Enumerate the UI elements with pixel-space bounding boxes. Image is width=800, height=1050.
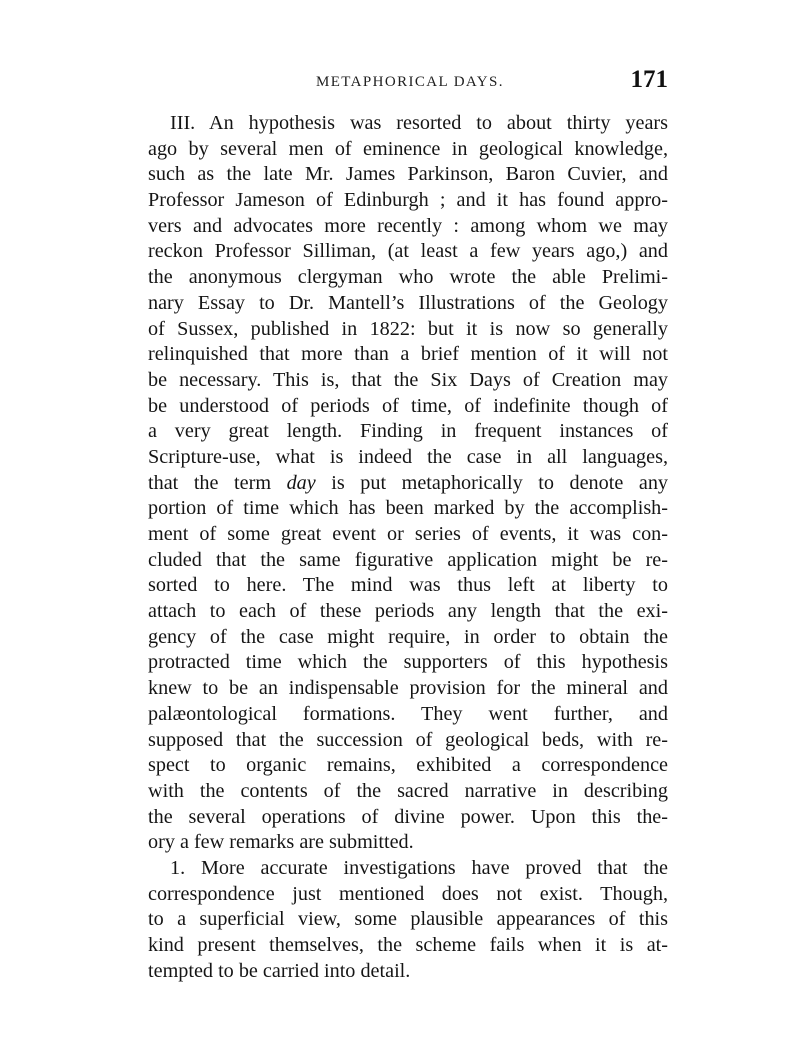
text-line: with the contents of the sacred narrative in describing: [148, 779, 668, 802]
text-line: to a superficial view, some plausible appearances of this: [148, 908, 668, 931]
text-line: vers and advocates more recently : among whom we may: [148, 214, 668, 237]
text-line: kind present themselves, the scheme fails when it is at-: [148, 934, 668, 956]
running-head: METAPHORICAL DAYS.: [316, 74, 504, 90]
text-line: Professor Jameson of Edinburgh ; and it has found appro-: [148, 189, 668, 212]
text-line: knew to be an indispensable provision for the mineral and: [148, 677, 668, 700]
text-line: ory a few remarks are submitted.: [148, 831, 414, 854]
text-line: the anonymous clergyman who wrote the able Prelimi-: [148, 266, 668, 289]
text-line: ment of some great event or series of events, it was con-: [148, 523, 668, 545]
text-line: attach to each of these periods any length that the exi-: [148, 600, 668, 623]
body-text: [148, 111, 668, 984]
page-number: 171: [630, 66, 668, 93]
text-line: correspondence just mentioned does not exist. Though,: [148, 882, 668, 905]
text-line: Scripture-use, what is indeed the case in all languages,: [148, 445, 668, 468]
text-line: [148, 471, 668, 497]
text-line: of Sussex, published in 1822: but it is now so generally: [148, 317, 668, 340]
text-line: sorted to here. The mind was thus left at liberty to: [148, 574, 668, 597]
text-line: III. An hypothesis was resorted to about thirty years: [170, 112, 668, 134]
text-line: protracted time which the supporters of this hypothesis: [148, 651, 668, 674]
text-line: cluded that the same figurative application might be re-: [148, 548, 668, 571]
text-segment: that the term: [148, 471, 287, 494]
text-line: spect to organic remains, exhibited a correspondence: [148, 754, 668, 777]
italic-word: day: [286, 471, 316, 494]
text-line: palæontological formations. They went further, and: [148, 702, 668, 725]
text-line: be necessary. This is, that the Six Days of Creation may: [148, 368, 668, 391]
text-line: a very great length. Finding in frequent instances of: [148, 420, 668, 443]
text-segment: is put metaphorically to denote any: [315, 471, 668, 494]
text-line: supposed that the succession of geological beds, with re-: [148, 728, 668, 751]
text-line: 1. More accurate investigations have proved that the: [170, 856, 668, 879]
text-line: tempted to be carried into detail.: [148, 959, 411, 982]
text-line: nary Essay to Dr. Mantell’s Illustrations of the Geology: [148, 291, 668, 314]
page-header: [148, 66, 668, 106]
text-line: portion of time which has been marked by the accomplish-: [148, 497, 668, 520]
text-line: relinquished that more than a brief mention of it will not: [148, 343, 668, 366]
text-line: ago by several men of eminence in geological knowledge,: [148, 137, 668, 160]
text-line: such as the late Mr. James Parkinson, Baron Cuvier, and: [148, 163, 668, 186]
text-line: gency of the case might require, in order to obtain the: [148, 625, 668, 648]
text-line: reckon Professor Silliman, (at least a few years ago,) and: [148, 240, 668, 263]
text-line: the several operations of divine power. Upon this the-: [148, 805, 668, 828]
text-line: be understood of periods of time, of indefinite though of: [148, 394, 668, 417]
